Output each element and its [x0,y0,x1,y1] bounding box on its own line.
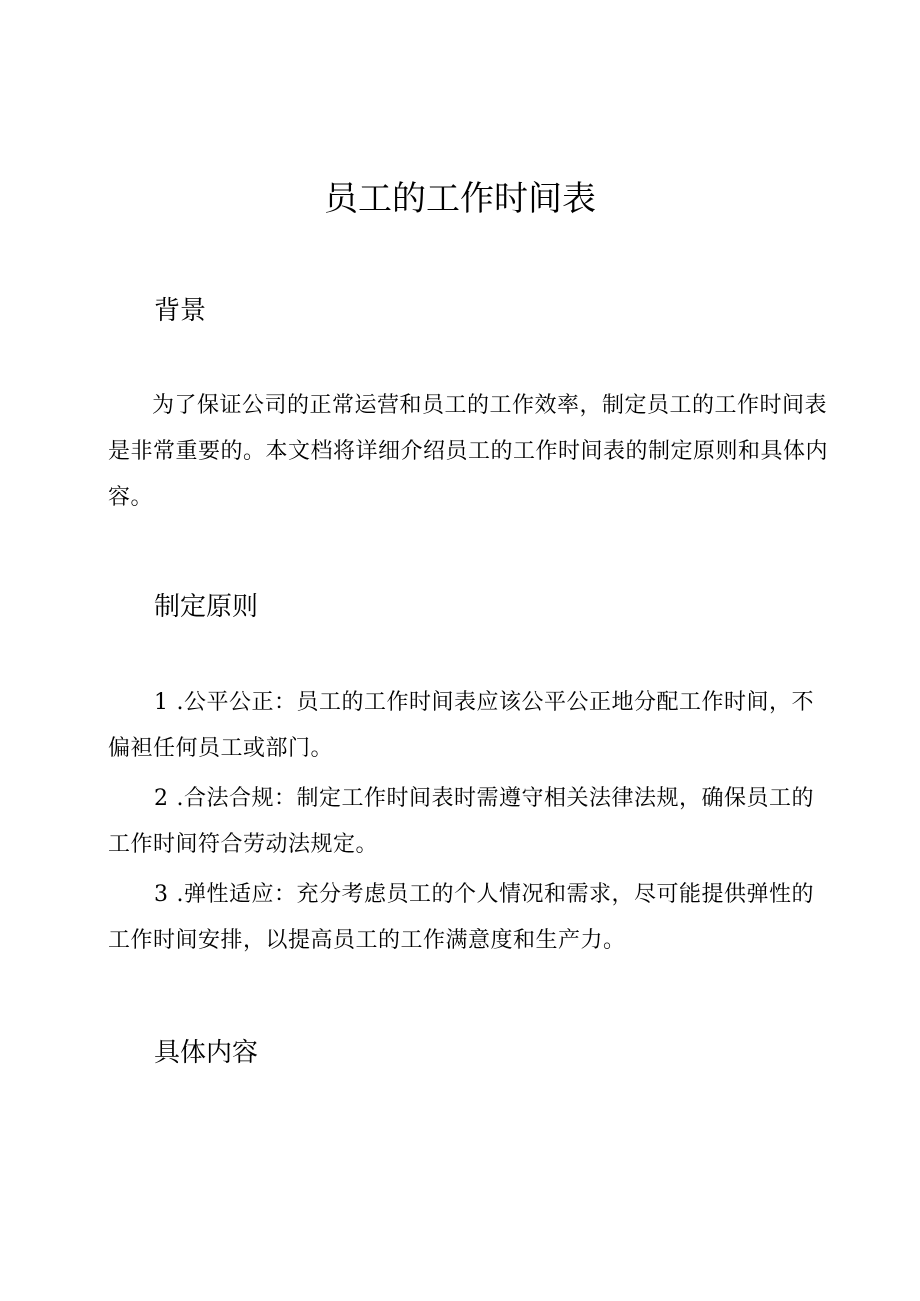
principle-text: .合法合规：制定工作时间表时需遵守相关法律法规，确保员工的工作时间符合劳动法规定。 [108,786,814,857]
principle-item [108,680,828,772]
section-heading-background: 背景 [154,296,207,326]
principle-text: .公平公正：员工的工作时间表应该公平公正地分配工作时间，不偏袒任何员工或部门。 [108,690,814,761]
principle-number: 1 [154,690,169,715]
document-title: 员工的工作时间表 [324,179,596,219]
background-paragraph-text: 为了保证公司的正常运营和员工的工作效率，制定员工的工作时间表是非常重要的。本文档将详细介绍员工的工作时间表的制定原则和具体内容。 [108,393,829,510]
principle-item [108,776,828,868]
background-paragraph [108,383,828,521]
principle-number: 2 [154,786,169,811]
principle-number: 3 [154,882,169,907]
section-heading-details: 具体内容 [154,1038,259,1068]
section-heading-principles: 制定原则 [154,592,259,622]
principle-item [108,872,828,964]
principle-text: .弹性适应：充分考虑员工的个人情况和需求，尽可能提供弹性的工作时间安排，以提高员工的工作满意度和生产力。 [108,882,814,953]
